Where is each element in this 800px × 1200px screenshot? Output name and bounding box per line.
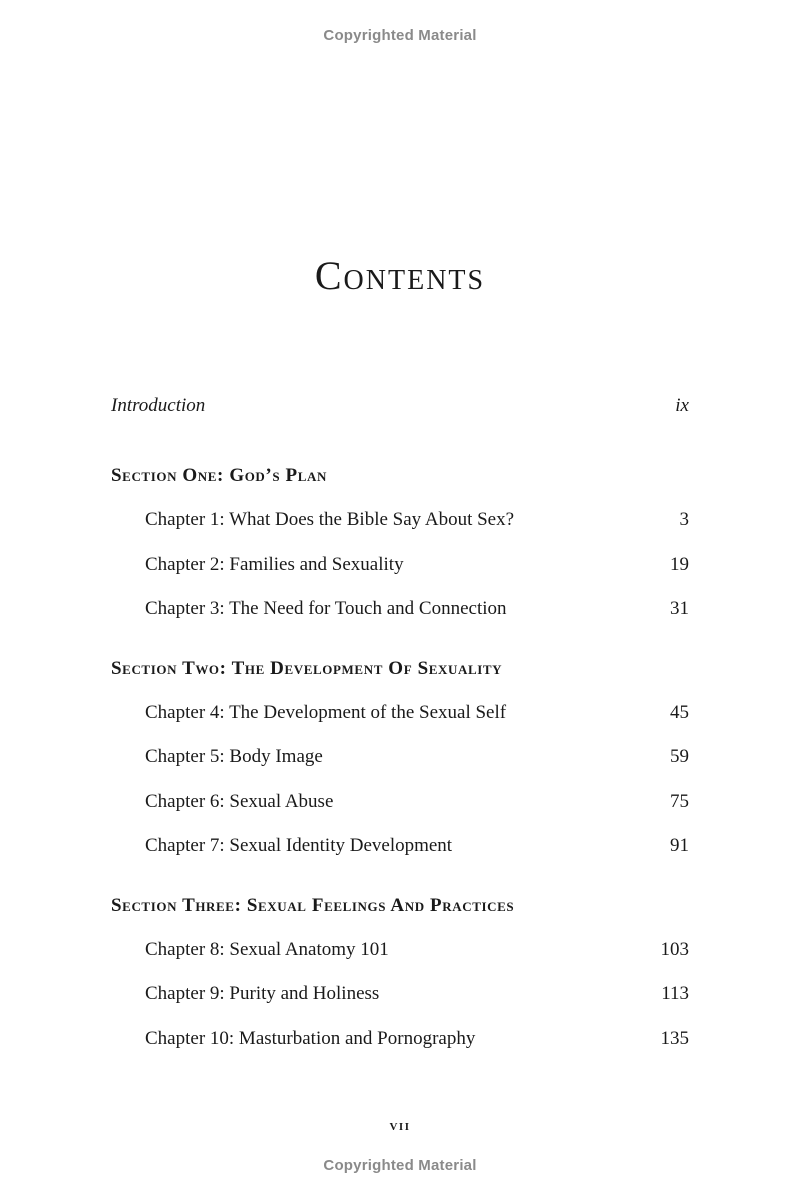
section-heading-three: Section Three: Sexual Feelings And Practices [111,894,515,916]
toc-entry-chapter-6[interactable] [111,780,689,825]
toc-entry-label: Chapter 6: Sexual Abuse [145,790,334,812]
toc-entry-chapter-7[interactable] [111,824,689,869]
toc-entry-label: Chapter 5: Body Image [145,746,323,768]
toc-entry-label: Chapter 10: Masturbation and Pornography [145,1027,476,1049]
copyright-watermark-bottom: Copyrighted Material [323,1157,477,1174]
toc-entry-page: 19 [670,553,689,575]
toc-entry-label: Chapter 3: The Need for Touch and Connection [145,598,507,620]
toc-entry-chapter-5[interactable] [111,735,689,780]
toc-entry-label: Chapter 9: Purity and Holiness [145,983,380,1005]
toc-entry-page: 31 [670,598,689,620]
toc-entry-label: Introduction [111,395,206,416]
toc-entry-page: ix [675,395,689,416]
section-heading-one: Section One: God’s Plan [111,465,327,486]
toc-entry-label: Chapter 2: Families and Sexuality [145,553,404,575]
section-heading-two: Section Two: The Development Of Sexuality [111,657,503,679]
copyright-watermark-top: Copyrighted Material [323,27,477,44]
toc-entry-page: 3 [679,509,689,531]
toc-entry-chapter-2[interactable] [111,543,689,588]
toc-entry-chapter-4[interactable] [111,691,689,736]
toc-entry-page: 113 [661,983,689,1005]
toc-entry-label: Chapter 7: Sexual Identity Development [145,835,453,857]
toc-entry-label: Chapter 4: The Development of the Sexual Self [145,701,507,723]
toc-entry-label: Chapter 1: What Does the Bible Say About Sex? [145,509,515,531]
toc-entry-page: 75 [670,790,689,812]
toc-entry-chapter-3[interactable] [111,587,689,632]
toc-entry-chapter-10[interactable] [111,1017,689,1062]
page-number: vii [389,1118,411,1134]
toc-entry-page: 135 [660,1027,689,1049]
page-title: Contents [314,253,486,298]
toc-entry-page: 103 [660,938,689,960]
toc-entry-label: Chapter 8: Sexual Anatomy 101 [145,938,389,960]
toc-entry-introduction[interactable] [111,395,689,439]
toc-entry-chapter-9[interactable] [111,972,689,1017]
toc-entry-page: 91 [670,835,689,857]
table-of-contents [111,395,689,1061]
toc-entry-chapter-8[interactable] [111,928,689,973]
toc-entry-chapter-1[interactable] [111,498,689,543]
toc-entry-page: 59 [670,746,689,768]
toc-entry-page: 45 [670,701,689,723]
